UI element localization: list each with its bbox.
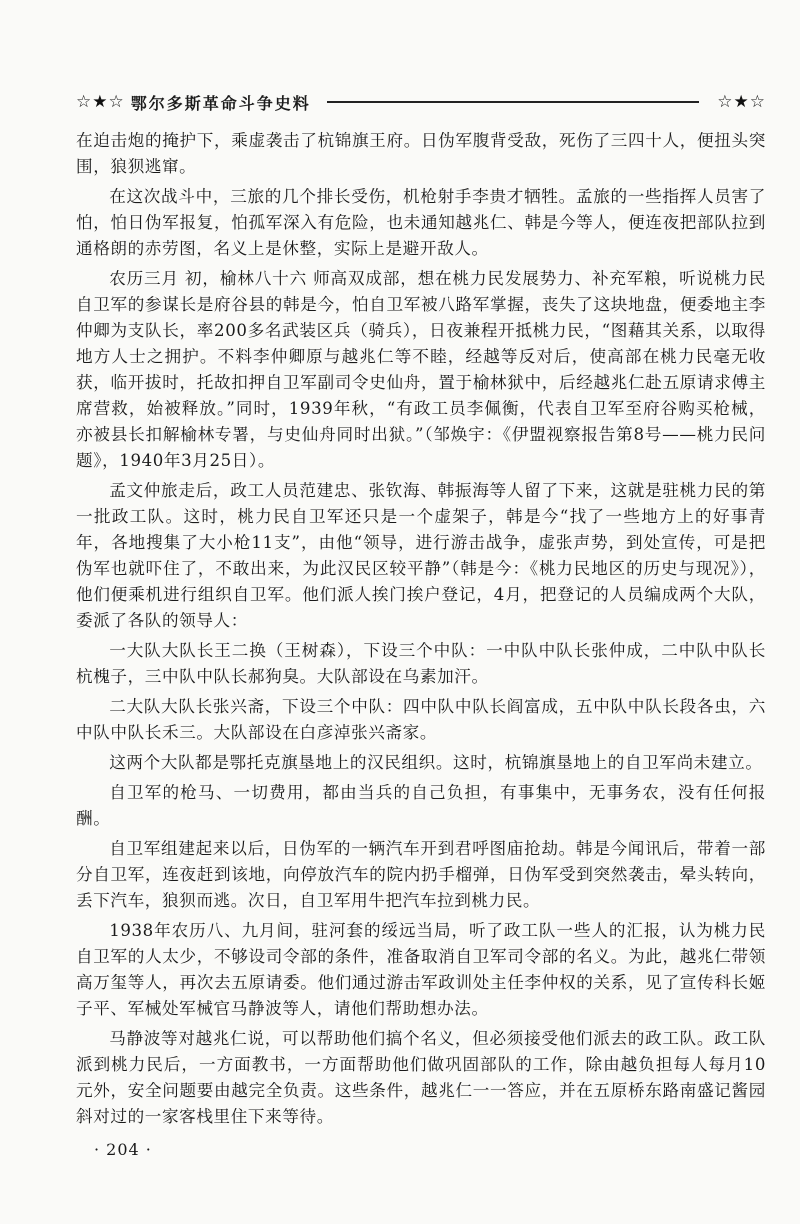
- paragraph: 自卫军的枪马、一切费用，都由当兵的自己负担，有事集中，无事务农，没有任何报酬。: [76, 783, 766, 828]
- running-header: [76, 88, 766, 116]
- paragraph: 马静波等对越兆仁说，可以帮助他们搞个名义，但必须接受他们派去的政工队。政工队派到桃力民后，一方面教书，一方面帮助他们做巩固部队的工作，除由越负担每人每月10元外，安全问题要由越完全负责。这些条件，越兆仁一一答应，并在五原桥东路南盛记酱园斜对过的一家客栈里住下来等待。: [76, 1029, 766, 1126]
- left-star-ornament: ☆★☆: [76, 92, 125, 112]
- paragraph: 自卫军组建起来以后，日伪军的一辆汽车开到君呼图庙抢劫。韩是今闻讯后，带着一部分自卫军，连夜赶到该地，向停放汽车的院内扔手榴弹，日伪军受到突然袭击，晕头转向，丢下汽车，狼狈而逃。次日，自卫军用牛把汽车拉到桃力民。: [76, 839, 766, 910]
- page-number: · 204 ·: [94, 1140, 152, 1159]
- book-title: 鄂尔多斯革命斗争史料: [130, 93, 311, 113]
- paragraph: 一大队大队长王二换（王树森），下设三个中队：一中队中队长张仲成，二中队中队长杭槐子，三中队中队长郝狗臭。大队部设在乌素加汗。: [76, 641, 766, 686]
- paragraph: 孟文仲旅走后，政工人员范建忠、张钦海、韩振海等人留了下来，这就是驻桃力民的第一批政工队。这时，桃力民自卫军还只是一个虚架子，韩是今“找了一些地方上的好事青年，各地搜集了大小枪11支”，由他“领导，进行游击战争，虚张声势，到处宣传，可是把伪军也就吓住了，不敢出来，为此汉民区较平静”（韩是今：《桃力民地区的历史与现况》），他们便乘机进行组织自卫军。他们派人挨门挨户登记，4月，把登记的人员编成两个大队，委派了各队的领导人：: [76, 481, 766, 630]
- paragraph: 农历三月 初，榆林八十六 师高双成部，想在桃力民发展势力、补充军粮，听说桃力民自卫军的参谋长是府谷县的韩是今，怕自卫军被八路军掌握，丧失了这块地盘，便委地主李仲卿为支队长，率200多名武装区兵（骑兵），日夜兼程开抵桃力民，“图藉其关系，以取得地方人士之拥护。不料李仲卿原与越兆仁等不睦，经越等反对后，使高部在桃力民毫无收获，临开拔时，托故扣押自卫军副司令史仙舟，置于榆林狱中，后经越兆仁赴五原请求傅主席营救，始被释放。”同时，1939年秋，“有政工员李佩衡，代表自卫军至府谷购买枪械，亦被县长扣解榆林专署，与史仙舟同时出狱。”（邹焕宇：《伊盟视察报告第8号——桃力民问题》，1940年3月25日）。: [76, 269, 766, 470]
- body-text: [76, 128, 766, 1134]
- header-rule: [327, 101, 700, 103]
- right-star-ornament: ☆★☆: [717, 92, 766, 112]
- paragraph: 在这次战斗中，三旅的几个排长受伤，机枪射手李贵才牺牲。孟旅的一些指挥人员害了怕，怕日伪军报复，怕孤军深入有危险，也未通知越兆仁、韩是今等人，便连夜把部队拉到通格朗的赤劳图，名义上是休整，实际上是避开敌人。: [76, 187, 766, 258]
- paragraph: 1938年农历八、九月间，驻河套的绥远当局，听了政工队一些人的汇报，认为桃力民自卫军的人太少，不够设司令部的条件，准备取消自卫军司令部的名义。为此，越兆仁带领高万玺等人，再次去五原请委。他们通过游击军政训处主任李仲权的关系，见了宣传科长姬子平、军械处军械官马静波等人，请他们帮助想办法。: [76, 921, 766, 1018]
- paragraph: 二大队大队长张兴斋，下设三个中队：四中队中队长阎富成，五中队中队长段各虫，六中队中队长禾三。大队部设在白彦淖张兴斋家。: [76, 697, 766, 742]
- paragraph: 这两个大队都是鄂托克旗垦地上的汉民组织。这时，杭锦旗垦地上的自卫军尚未建立。: [109, 753, 763, 772]
- paragraph: 在迫击炮的掩护下，乘虚袭击了杭锦旗王府。日伪军腹背受敌，死伤了三四十人，便扭头突围，狼狈逃窜。: [76, 131, 766, 176]
